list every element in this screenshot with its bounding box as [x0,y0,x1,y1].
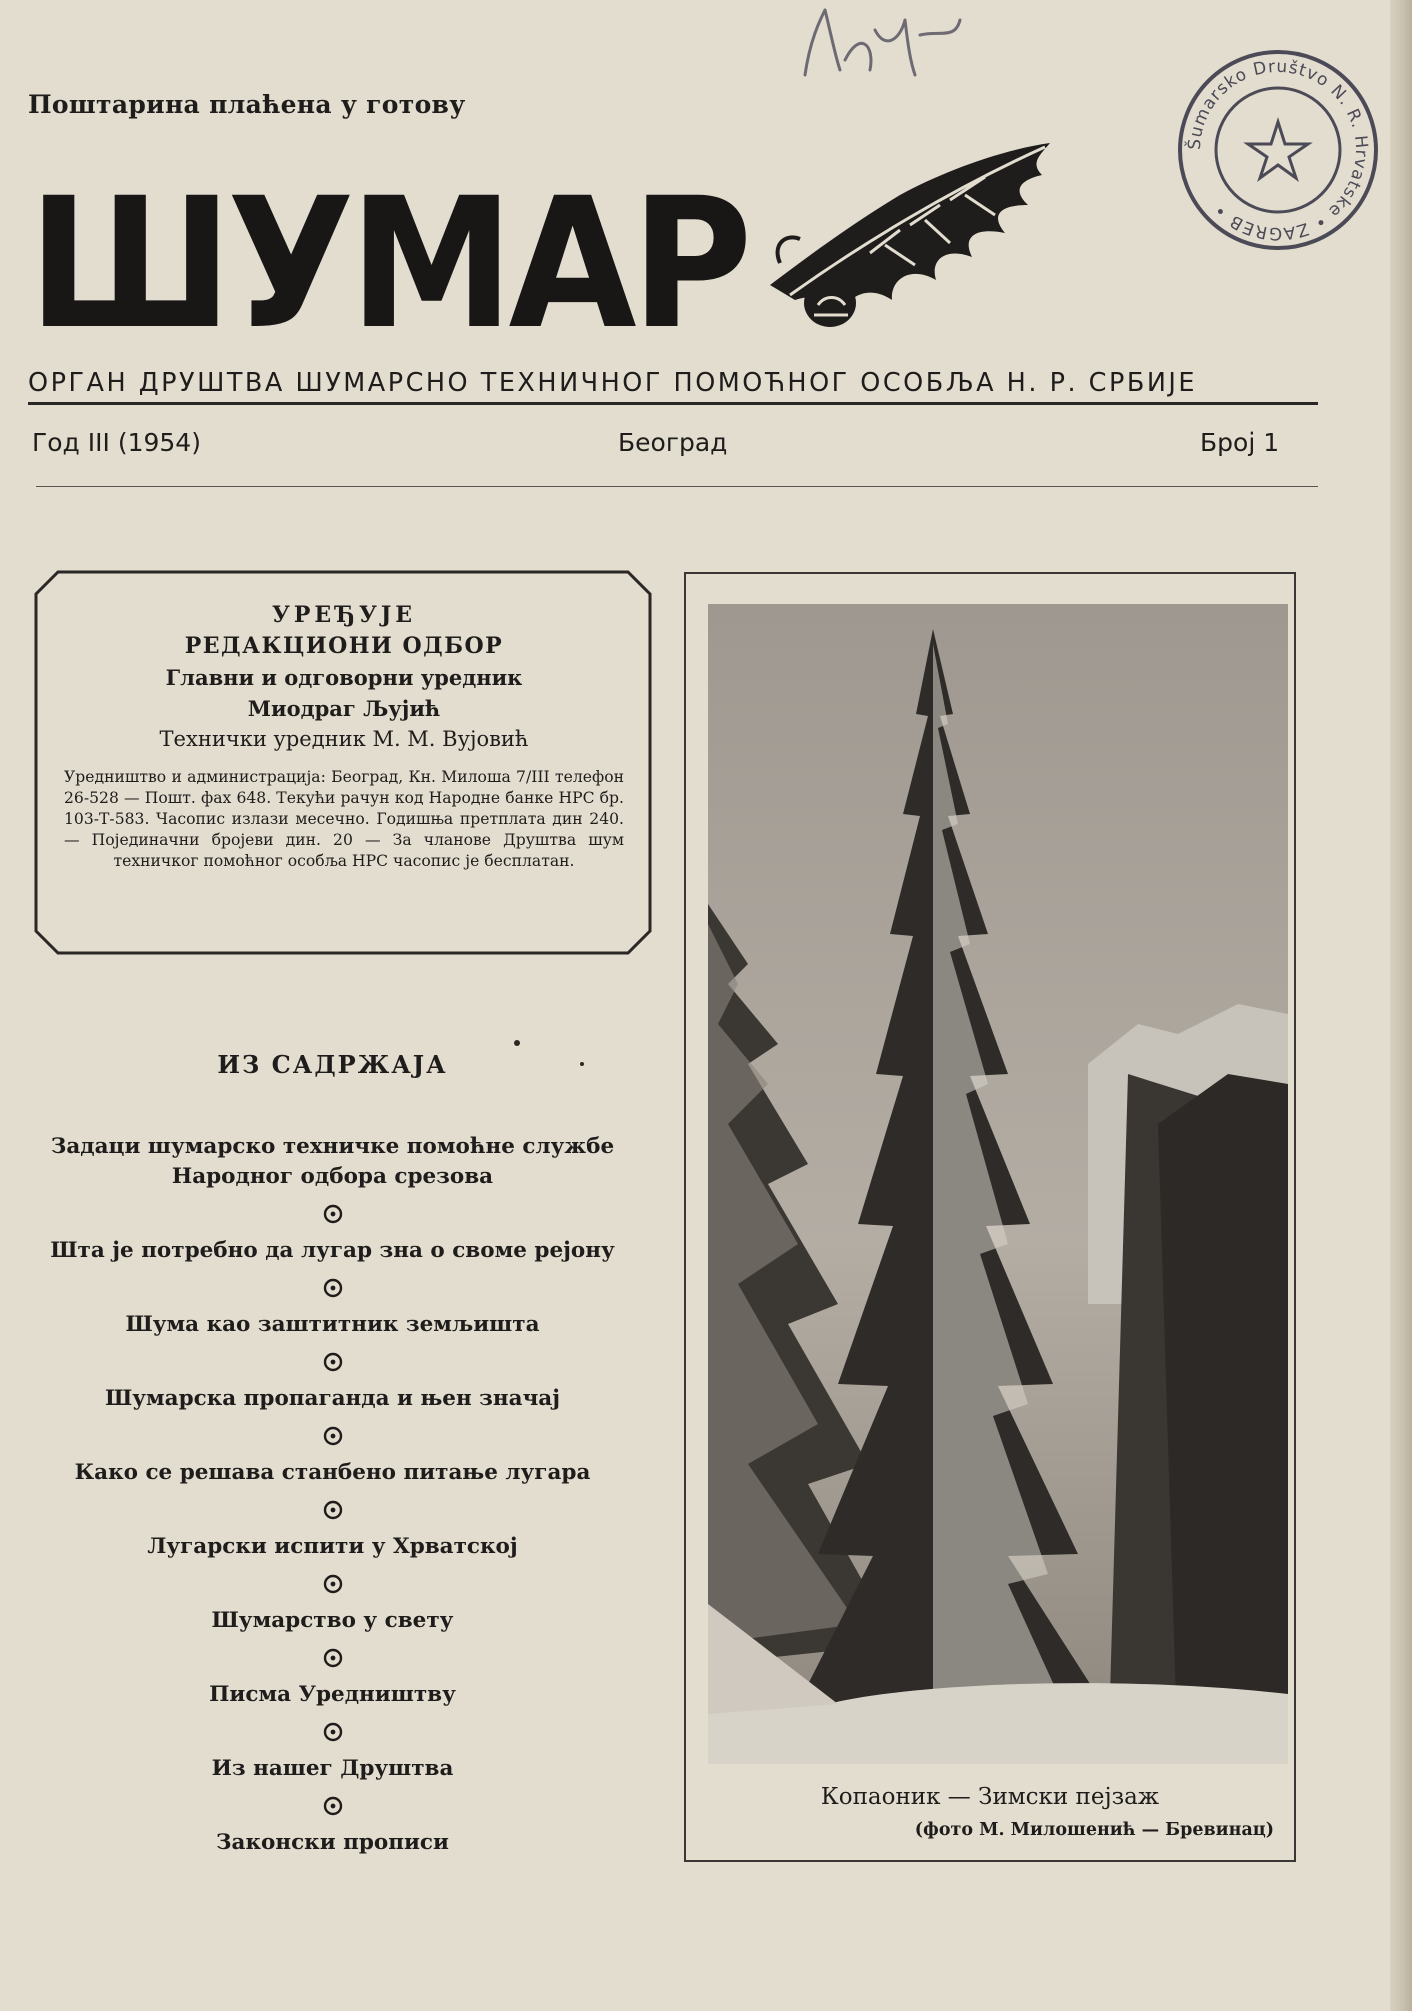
oak-leaf-acorn-icon [750,135,1060,340]
handwritten-mark [790,0,990,90]
contents-item: Из нашег Друштва [211,1756,454,1781]
contents-separator [0,1562,665,1606]
circle-dot-icon [323,1796,343,1816]
star-icon [1248,122,1308,178]
editorial-line-2: РЕДАКЦИОНИ ОДБОР [184,633,504,659]
circle-dot-icon [323,1648,343,1668]
editor-in-chief: Миодраг Љујић [247,696,441,721]
stamp-text: Šumarsko Društvo N. R. Hrvatske • ZAGREB • [1184,56,1372,244]
postage-note: Поштарина плаћена у готову [28,90,466,119]
contents-separator [0,1710,665,1754]
contents-item: Лугарски испити у Хрватској [147,1534,518,1559]
contents-separator [0,1414,665,1458]
meta-rule [36,486,1318,487]
masthead-title: ШУМАР [28,160,747,369]
circle-dot-icon [323,1426,343,1446]
photo-credit: (фото М. Милошенић — Бревинац) [914,1820,1274,1840]
editorial-line-3: Главни и одговорни уредник [165,665,523,690]
contents-title: ИЗ САДРЖАЈА [217,1050,448,1079]
contents-separator [0,1636,665,1680]
contents-item: Писма Уредништву [209,1682,456,1707]
circle-dot-icon [323,1574,343,1594]
circle-dot-icon [323,1500,343,1520]
contents-item: Задаци шумарско техничке помоћне службе Народног одбора срезова [50,1134,615,1189]
editorial-line-1: УРЕЂУЈЕ [271,602,417,628]
circle-dot-icon [323,1352,343,1372]
year-label: Год III (1954) [32,428,201,457]
header-rule [28,402,1318,405]
contents-separator [0,1192,665,1236]
contents-item: Законски прописи [216,1830,449,1855]
print-speck [514,1040,520,1046]
contents-item: Како се решава станбено питање лугара [74,1460,591,1485]
contents-item: Шта је потребно да лугар зна о своме рејону [50,1238,615,1263]
city-label: Београд [618,428,728,457]
contents-separator [0,1266,665,1310]
technical-editor: Технички уредник М. М. Вујовић [159,727,529,751]
photo-caption: Копаоник — Зимски пејзаж [820,1784,1160,1810]
contents-separator [0,1488,665,1532]
issue-label: Број 1 [1200,428,1280,457]
editorial-box [34,570,652,955]
editorial-details: Уредништво и администрација: Београд, Кн. Милоша 7/III телефон 26-528 — Пошт. фах 648. Текући рачун код Народне банке НРС бр. 103-Т-583. Часопис излази месечно. Годишња претплата дин 240. — Појединачни бројеви дин. 20 — За чланове Друштва шум техничког помоћног особља НРС часопис је бесплатан. [64,768,624,870]
contents-separator [0,1784,665,1828]
svg-text:Šumarsko Društvo N. R. Hrvatsk [1183,57,1371,243]
binding-edge [1390,0,1412,2011]
contents-item: Шумарство у свету [211,1608,454,1633]
library-stamp [1158,50,1398,250]
contents-separator [0,1340,665,1384]
winter-landscape-photo [708,604,1288,1764]
contents-item: Шумарска пропаганда и њен значај [104,1386,561,1411]
circle-dot-icon [323,1278,343,1298]
circle-dot-icon [323,1204,343,1224]
contents-item: Шума као заштитник земљишта [125,1312,540,1337]
publication-subtitle: ОРГАН ДРУШТВА ШУМАРСНО ТЕХНИЧНОГ ПОМОЋНОГ ОСОБЉА Н. Р. СРБИЈЕ [28,368,1198,398]
circle-dot-icon [323,1722,343,1742]
contents-list [0,1132,665,1858]
